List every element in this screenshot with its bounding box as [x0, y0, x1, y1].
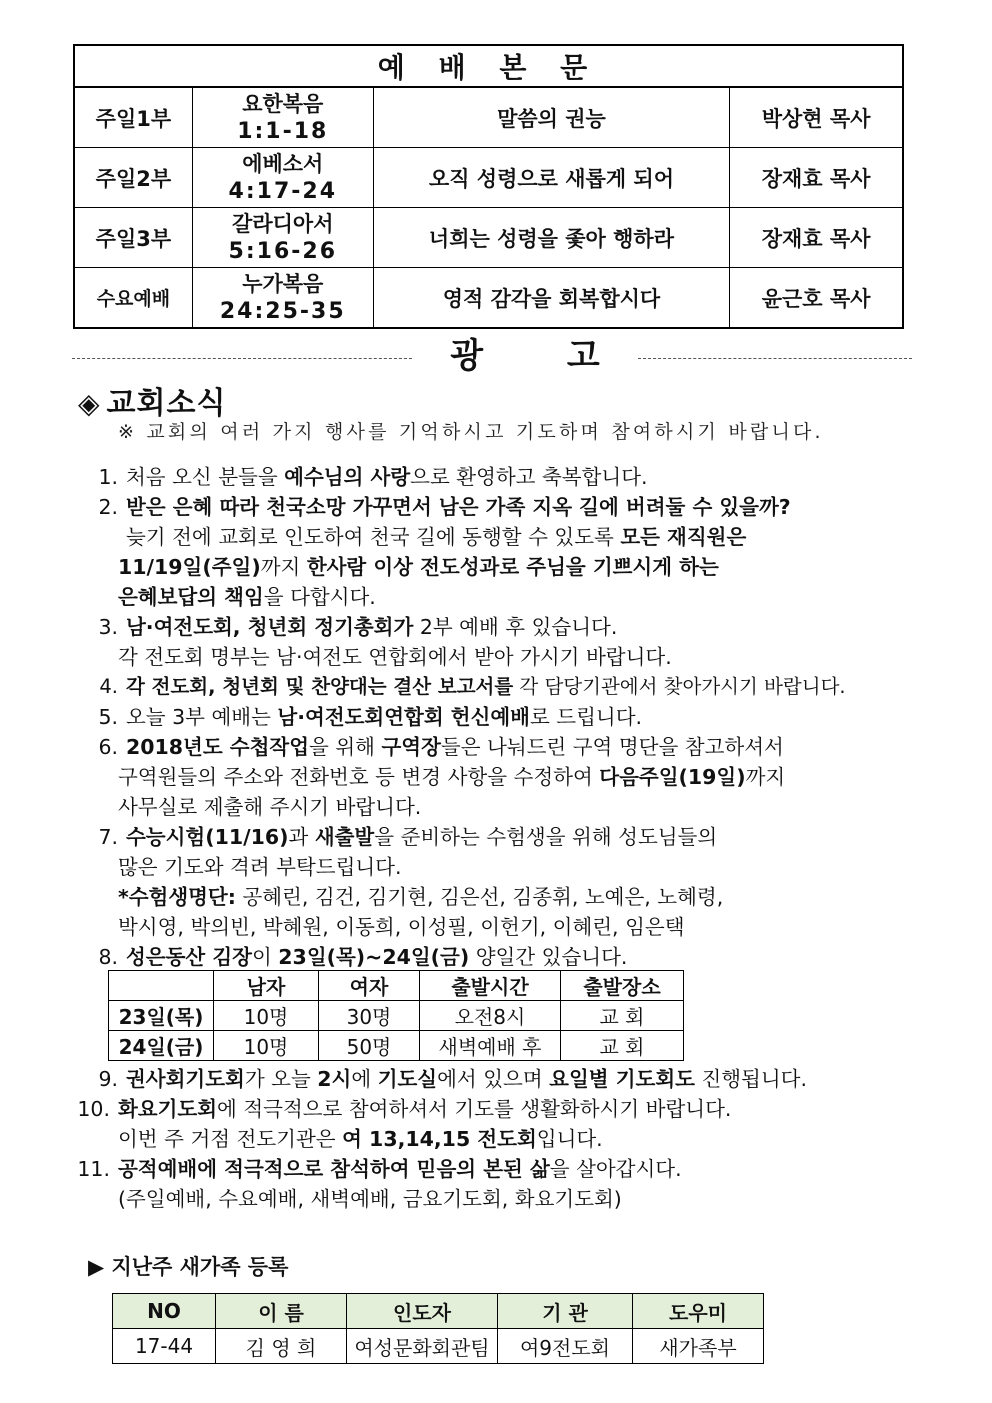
- table-header-row: NO 이 름 인도자 기 관 도우미: [113, 1294, 764, 1329]
- list-item: 2. 받은 은혜 따라 천국소망 가꾸면서 남은 가족 지옥 길에 버려둘 수 있을까?: [98, 495, 791, 519]
- list-item: 9. 권사회기도회가 오늘 2시에 기도실에서 있으며 요일별 기도회도 진행됩니다.: [98, 1067, 807, 1091]
- preacher: 윤근호 목사: [730, 268, 903, 329]
- section-heading: [78, 378, 226, 422]
- list-item-cont: 은혜보답의 책임을 다합시다.: [118, 585, 376, 609]
- table-row: [74, 208, 903, 268]
- preacher: 박상현 목사: [730, 87, 903, 148]
- worship-table: [73, 44, 904, 329]
- list-item-cont: 많은 기도와 격려 부탁드립니다.: [118, 855, 402, 879]
- section-title: 교회소식: [106, 386, 227, 421]
- worship-table-title: 예 배 본 문: [74, 45, 903, 87]
- scripture: 갈라디아서 5:16-26: [192, 208, 373, 268]
- table-row: [74, 268, 903, 329]
- list-item-cont: 구역원들의 주소와 전화번호 등 변경 사항을 수정하여 다음주일(19일)까지: [118, 765, 786, 789]
- sermon-title: 영적 감각을 회복합시다: [373, 268, 730, 329]
- kimjang-schedule-table: [108, 970, 684, 1061]
- announcements-title: 광 고: [450, 336, 636, 376]
- triangle-bullet-icon: ▶: [88, 1255, 105, 1279]
- list-item: 8. 성은동산 김장이 23일(목)~24일(금) 양일간 있습니다.: [98, 945, 628, 969]
- list-item: 1. 처음 오신 분들을 예수님의 사랑으로 환영하고 축복합니다.: [98, 465, 648, 489]
- list-item-cont: 이번 주 거점 전도기관은 여 13,14,15 전도회입니다.: [118, 1127, 603, 1151]
- list-item: 6. 2018년도 수첩작업을 위해 구역장들은 나눠드린 구역 명단을 참고하셔서: [98, 735, 784, 759]
- list-item-cont: 각 전도회 명부는 남·여전도 연합회에서 받아 가시기 바랍니다.: [118, 645, 672, 669]
- list-item: 7. 수능시험(11/16)과 새출발을 준비하는 수험생을 위해 성도님들의: [98, 825, 718, 849]
- list-item-cont: 늦기 전에 교회로 인도하여 천국 길에 동행할 수 있도록 모든 재직원은: [126, 525, 747, 549]
- list-item: 10. 화요기도회에 적극적으로 참여하셔서 기도를 생활화하시기 바랍니다.: [77, 1097, 732, 1121]
- sermon-title: 말씀의 권능: [373, 87, 730, 148]
- preacher: 장재효 목사: [730, 148, 903, 208]
- section-note: ※ 교회의 여러 가지 행사를 기억하시고 기도하며 참여하시기 바랍니다.: [118, 421, 824, 443]
- divider: [638, 358, 912, 359]
- announcements-header: [72, 328, 912, 374]
- sermon-title: 너희는 성령을 좇아 행하라: [373, 208, 730, 268]
- scripture: 에베소서 4:17-24: [192, 148, 373, 208]
- service-name: 수요예배: [74, 268, 192, 329]
- table-row: [74, 148, 903, 208]
- service-name: 주일2부: [74, 148, 192, 208]
- table-row: [74, 87, 903, 148]
- sermon-title: 오직 성령으로 새롭게 되어: [373, 148, 730, 208]
- new-family-heading: [88, 1251, 288, 1281]
- list-item: 5. 오늘 3부 예배는 남·여전도회연합회 헌신예배로 드립니다.: [98, 705, 643, 729]
- new-family-table: [112, 1293, 764, 1364]
- list-item-cont: 11/19일(주일)까지 한사람 이상 전도성과로 주님을 기쁘시게 하는: [118, 555, 719, 579]
- table-row: 24일(금) 10명 50명 새벽예배 후 교 회: [109, 1031, 684, 1061]
- preacher: 장재효 목사: [730, 208, 903, 268]
- service-name: 주일3부: [74, 208, 192, 268]
- table-row: 23일(목) 10명 30명 오전8시 교 회: [109, 1001, 684, 1031]
- service-name: 주일1부: [74, 87, 192, 148]
- list-item: 4. 각 전도회, 청년회 및 찬양대는 결산 보고서를 각 담당기관에서 찾아가시기 바랍니다.: [99, 675, 846, 698]
- list-item-cont: (주일예배, 수요예배, 새벽예배, 금요기도회, 화요기도회): [118, 1187, 622, 1211]
- diamond-bullet-icon: ◈: [78, 387, 101, 420]
- list-item-cont: *수험생명단: 공혜린, 김건, 김기현, 김은선, 김종휘, 노예은, 노혜령,: [118, 885, 724, 909]
- divider: [72, 358, 412, 359]
- new-family-title: 지난주 새가족 등록: [111, 1255, 289, 1279]
- list-item: 3. 남·여전도회, 청년회 정기총회가 2부 예배 후 있습니다.: [98, 615, 618, 639]
- table-header-row: 남자 여자 출발시간 출발장소: [109, 971, 684, 1001]
- list-item-cont: 박시영, 박의빈, 박혜원, 이동희, 이성필, 이헌기, 이혜린, 임은택: [118, 915, 685, 939]
- table-row: 17-44 김 영 희 여성문화회관팀 여9전도회 새가족부: [113, 1329, 764, 1364]
- scripture: 누가복음 24:25-35: [192, 268, 373, 329]
- list-item: 11. 공적예배에 적극적으로 참석하여 믿음의 본된 삶을 살아갑시다.: [77, 1157, 682, 1181]
- scripture: 요한복음 1:1-18: [192, 87, 373, 148]
- list-item-cont: 사무실로 제출해 주시기 바랍니다.: [118, 795, 422, 819]
